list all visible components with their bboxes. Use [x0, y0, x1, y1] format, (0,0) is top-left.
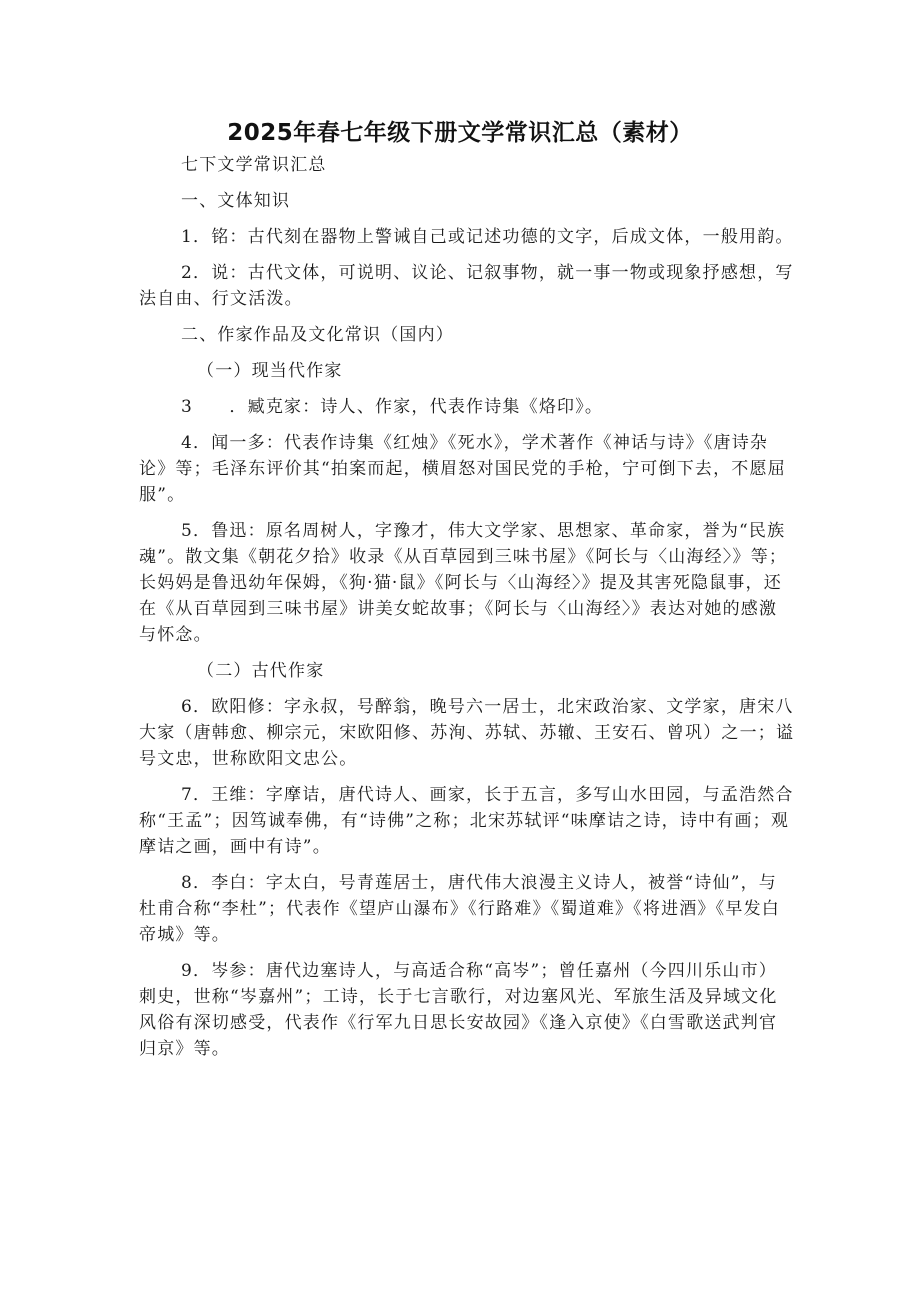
document-body: [139, 152, 795, 1072]
paragraph-zang-kejia: 3 ．臧克家：诗人、作家，代表作诗集《烙印》。: [181, 397, 604, 417]
paragraph-li-bai: 8．李白：字太白，号青莲居士，唐代伟大浪漫主义诗人，被誉“诗仙”，与杜甫合称“李杜”；代表作《望庐山瀑布》《行路难》《蜀道难》《将进酒》《早发白帝城》等。: [139, 873, 780, 945]
section-heading-summary: 七下文学常识汇总: [181, 155, 327, 175]
paragraph-cen-shen: 9．岑参：唐代边塞诗人，与高适合称“高岑”；曾任嘉州（今四川乐山市）刺史，世称“岑嘉州”；工诗，长于七言歌行，对边塞风光、军旅生活及异域文化风俗有深切感受，代表作《行军九日思长安故园》《逢入京使》《白雪歌送武判官归京》等。: [139, 961, 778, 1059]
paragraph-ouyang-xiu: 6．欧阳修：字永叔，号醉翁，晚号六一居士，北宋政治家、文学家，唐宋八大家（唐韩愈、柳宗元，宋欧阳修、苏洵、苏轼、苏辙、王安石、曾巩）之一；谥号文忠，世称欧阳文忠公。: [139, 697, 795, 769]
paragraph-lu-xun: 5．鲁迅：原名周树人，字豫才，伟大文学家、思想家、革命家，誉为“民族魂”。散文集《朝花夕拾》收录《从百草园到三味书屋》《阿长与〈山海经〉》等；长妈妈是鲁迅幼年保姆，《狗·猫·鼠》《阿长与〈山海经〉》提及其害死隐鼠事，还在《从百草园到三味书屋》讲美女蛇故事；《阿长与〈山海经〉》表达对她的感激与怀念。: [139, 521, 788, 645]
paragraph-wang-wei: 7．王维：字摩诘，唐代诗人、画家，长于五言，多写山水田园，与孟浩然合称“王孟”；因笃诚奉佛，有“诗佛”之称；北宋苏轼评“味摩诘之诗，诗中有画；观摩诘之画，画中有诗”。: [139, 785, 794, 857]
section-heading-genre: 一、文体知识: [181, 191, 291, 211]
document-title: 2025年春七年级下册文学常识汇总（素材）: [227, 120, 693, 146]
section-heading-authors: 二、作家作品及文化常识（国内）: [181, 325, 454, 345]
subsection-heading-ancient: （二）古代作家: [197, 661, 325, 681]
paragraph-shuo: 2．说：古代文体，可说明、议论、记叙事物，就一事一物或现象抒感想，写法自由、行文活泼。: [139, 263, 794, 309]
paragraph-ming: 1．铭：古代刻在器物上警诫自己或记述功德的文字，后成文体，一般用韵。: [181, 227, 794, 247]
paragraph-wen-yiduo: 4．闻一多：代表作诗集《红烛》《死水》，学术著作《神话与诗》《唐诗杂论》等；毛泽东评价其“拍案而起，横眉怒对国民党的手枪，宁可倒下去，不愿屈服”。: [139, 433, 786, 505]
subsection-heading-modern: （一）现当代作家: [197, 361, 343, 381]
